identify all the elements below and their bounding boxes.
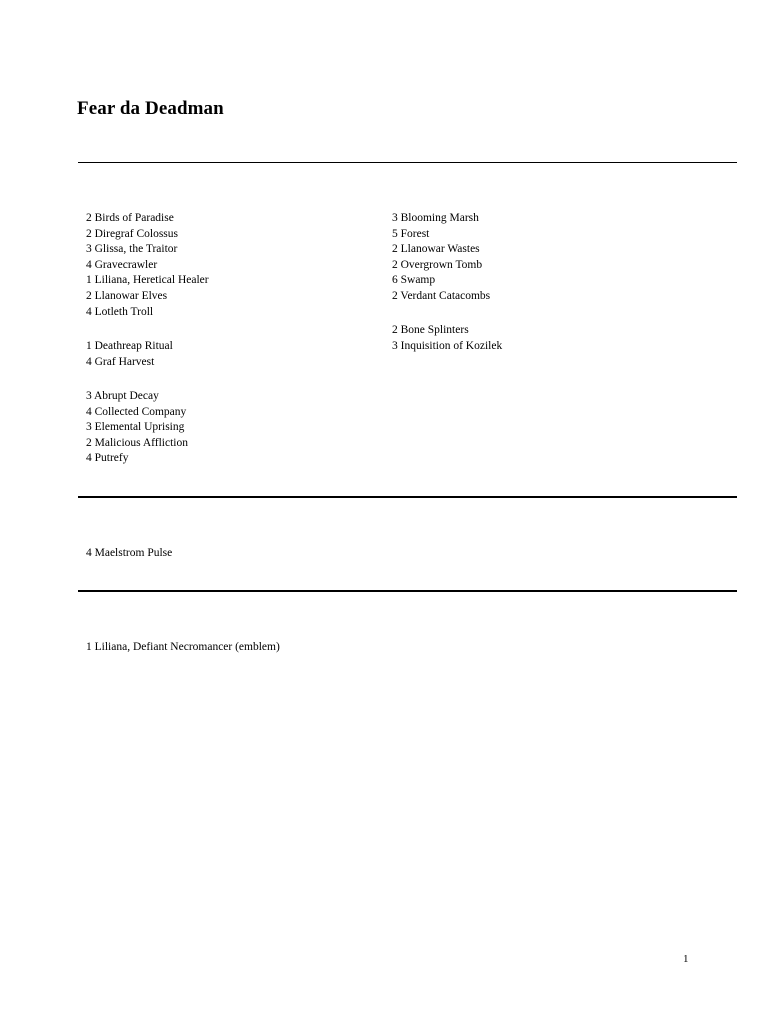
list-item: 2 Verdant Catacombs bbox=[392, 289, 491, 302]
page-title: Fear da Deadman bbox=[77, 98, 224, 119]
list-item: 4 Lotleth Troll bbox=[86, 305, 154, 318]
list-item: 4 Collected Company bbox=[86, 405, 187, 418]
list-item: 1 Liliana, Heretical Healer bbox=[86, 274, 209, 287]
list-item: 3 Abrupt Decay bbox=[86, 390, 159, 402]
list-item: 3 Inquisition of Kozilek bbox=[392, 339, 503, 352]
main-deck-divider bbox=[78, 496, 737, 498]
list-item: 1 Deathreap Ritual bbox=[86, 340, 173, 352]
extras-list bbox=[86, 640, 280, 656]
list-item: 4 Gravecrawler bbox=[86, 258, 158, 271]
list-item: 2 Malicious Affliction bbox=[86, 436, 189, 449]
spell-list bbox=[392, 323, 502, 354]
list-item: 2 Llanowar Wastes bbox=[392, 243, 480, 256]
page-number: 1 bbox=[683, 953, 689, 965]
instant-list bbox=[86, 389, 188, 467]
list-item: 1 Liliana, Defiant Necromancer (emblem) bbox=[86, 641, 280, 653]
list-item: 2 Birds of Paradise bbox=[86, 212, 174, 224]
list-item: 6 Swamp bbox=[392, 274, 436, 287]
list-item: 5 Forest bbox=[392, 227, 430, 240]
sorcery-list bbox=[86, 339, 173, 370]
list-item: 2 Diregraf Colossus bbox=[86, 227, 178, 240]
list-item: 3 Elemental Uprising bbox=[86, 421, 185, 434]
list-item: 4 Graf Harvest bbox=[86, 355, 155, 368]
list-item: 4 Maelstrom Pulse bbox=[86, 547, 173, 559]
list-item: 2 Overgrown Tomb bbox=[392, 258, 483, 271]
title-divider bbox=[78, 162, 737, 163]
list-item: 2 Bone Splinters bbox=[392, 324, 469, 336]
list-item: 3 Blooming Marsh bbox=[392, 212, 479, 224]
list-item: 3 Glissa, the Traitor bbox=[86, 243, 178, 256]
land-list bbox=[392, 211, 490, 305]
list-item: 2 Llanowar Elves bbox=[86, 289, 168, 302]
sideboard-list bbox=[86, 546, 172, 562]
creature-list bbox=[86, 211, 209, 320]
sideboard-divider bbox=[78, 590, 737, 592]
list-item: 4 Putrefy bbox=[86, 452, 129, 465]
